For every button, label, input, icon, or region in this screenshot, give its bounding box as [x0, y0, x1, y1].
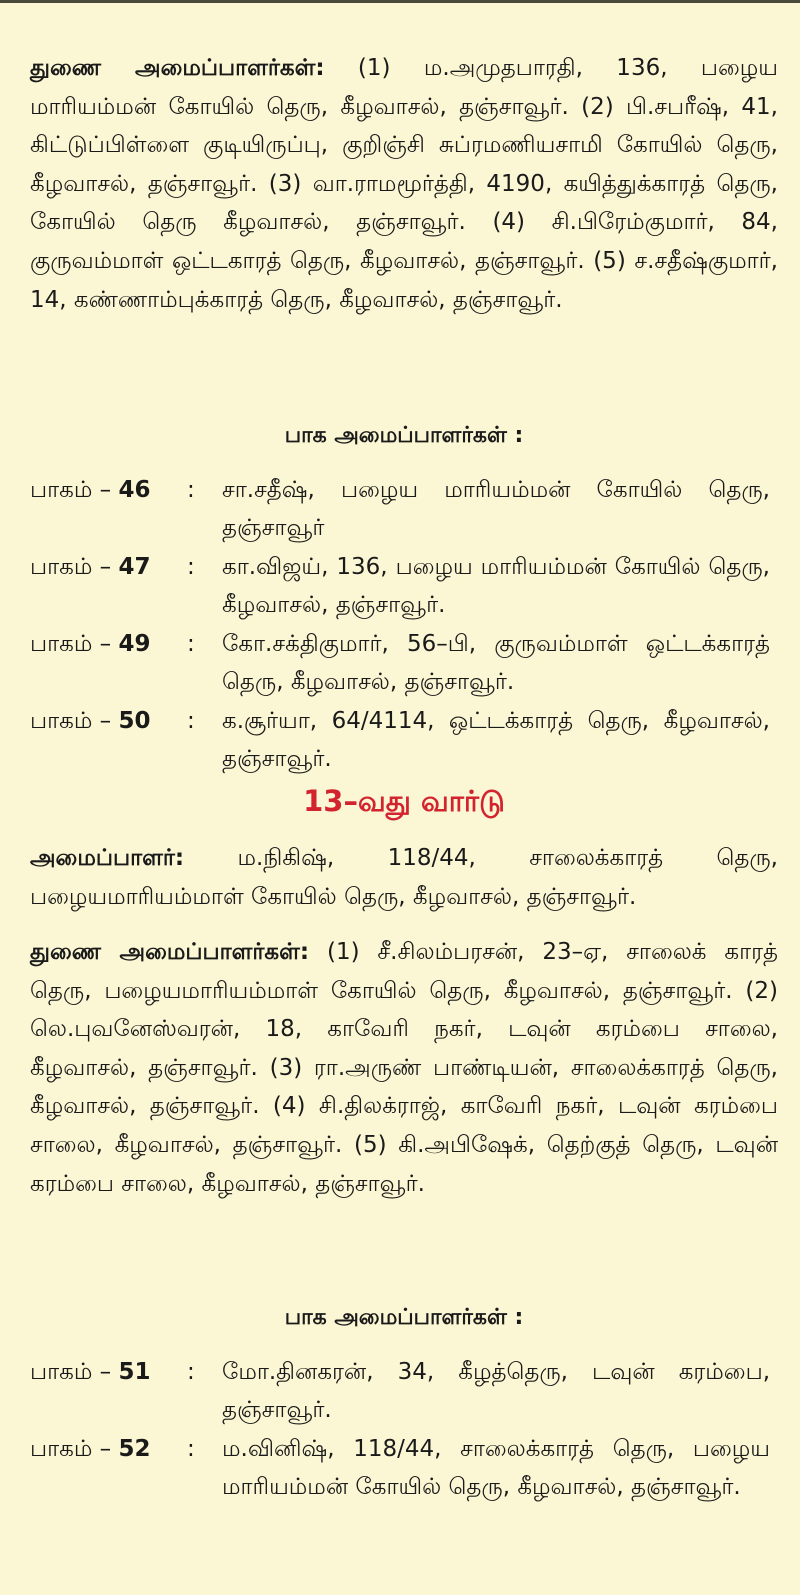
deputy-organizers-heading-2: துணை அமைப்பாளர்கள்:	[30, 939, 310, 965]
part-value: சா.சதீஷ், பழைய மாரியம்மன் கோயில் தெரு, தஞ்சாவூர்	[222, 477, 770, 541]
part-value: கோ.சக்திகுமார், 56–பி, குருவம்மாள் ஒட்டக்காரத் தெரு, கீழவாசல், தஞ்சாவூர்.	[222, 631, 770, 695]
separator-colon: :	[187, 1436, 195, 1462]
part-number: 52	[118, 1436, 151, 1462]
part-number: 47	[118, 554, 151, 580]
part-label: பாகம் –	[30, 1359, 119, 1385]
part-number: 46	[118, 477, 151, 503]
organizer-heading: அமைப்பாளர்:	[30, 845, 185, 871]
deputy-organizers-heading-1: துணை அமைப்பாளர்கள்:	[30, 55, 325, 81]
part-label: பாகம் –	[30, 708, 119, 734]
deputy-organizers-text-1: (1) ம.அமுதபாரதி, 136, பழைய மாரியம்மன் கோயில் தெரு, கீழவாசல், தஞ்சாவூர். (2) பி.சபரீஷ், 41, கிட்டுப்பிள்ளை குடியிருப்பு, குறிஞ்சி சுப்ரமணியசாமி கோயில் தெரு, கீழவாசல், தஞ்சாவூர். (3) வா.ராமமூர்த்தி, 4190, கயித்துக்காரத் தெரு, கோயில் தெரு கீழவாசல், தஞ்சாவூர். (4) சி.பிரேம்குமார், 84, குருவம்மாள் ஒட்டகாரத் தெரு, கீழவாசல், தஞ்சாவூர். (5) ச.சதீஷ்குமார், 14, கண்ணாம்புக்காரத் தெரு, கீழவாசல், தஞ்சாவூர்.	[30, 55, 778, 313]
organizer-paragraph	[30, 839, 778, 916]
organizer-text: ம.நிகிஷ், 118/44, சாலைக்காரத் தெரு, பழையமாரியம்மாள் கோயில் தெரு, கீழவாசல், தஞ்சாவூர்.	[30, 845, 778, 910]
separator-colon: :	[187, 477, 195, 503]
part-organizers-heading-1: பாக அமைப்பாளர்கள் :	[284, 423, 524, 448]
part-number: 49	[118, 631, 151, 657]
deputy-organizers-paragraph-1	[30, 49, 778, 319]
separator-colon: :	[187, 708, 195, 734]
part-organizers-heading-2: பாக அமைப்பாளர்கள் :	[284, 1305, 524, 1330]
separator-colon: :	[187, 1359, 195, 1385]
part-value: க.சூர்யா, 64/4114, ஒட்டக்காரத் தெரு, கீழவாசல், தஞ்சாவூர்.	[222, 708, 770, 772]
deputy-organizers-text-2: (1) சீ.சிலம்பரசன், 23–ஏ, சாலைக் காரத் தெரு, பழையமாரியம்மாள் கோயில் தெரு, கீழவாசல், தஞ்சாவூர். (2) லெ.புவனேஸ்வரன், 18, காவேரி நகர், டவுன் கரம்பை சாலை, கீழவாசல், தஞ்சாவூர். (3) ரா.அருண் பாண்டியன், சாலைக்காரத் தெரு, கீழவாசல், தஞ்சாவூர். (4) சி.திலக்ராஜ், காவேரி நகர், டவுன் கரம்பை சாலை, கீழவாசல், தஞ்சாவூர். (5) கி.அபிஷேக், தெற்குத் தெரு, டவுன் கரம்பை சாலை, கீழவாசல், தஞ்சாவூர்.	[30, 939, 778, 1197]
part-number: 50	[118, 708, 151, 734]
part-label: பாகம் –	[30, 477, 119, 503]
part-value: கா.விஜய், 136, பழைய மாரியம்மன் கோயில் தெரு, கீழவாசல், தஞ்சாவூர்.	[222, 554, 770, 618]
part-label: பாகம் –	[30, 554, 119, 580]
ward-title: 13–வது வார்டு	[303, 784, 505, 818]
part-value: மோ.தினகரன், 34, கீழத்தெரு, டவுன் கரம்பை, தஞ்சாவூர்.	[222, 1359, 770, 1423]
part-value: ம.வினிஷ், 118/44, சாலைக்காரத் தெரு, பழைய மாரியம்மன் கோயில் தெரு, கீழவாசல், தஞ்சாவூர்.	[222, 1436, 770, 1500]
separator-colon: :	[187, 631, 195, 657]
separator-colon: :	[187, 554, 195, 580]
part-number: 51	[118, 1359, 151, 1385]
deputy-organizers-paragraph-2	[30, 933, 778, 1203]
part-label: பாகம் –	[30, 631, 119, 657]
part-label: பாகம் –	[30, 1436, 119, 1462]
